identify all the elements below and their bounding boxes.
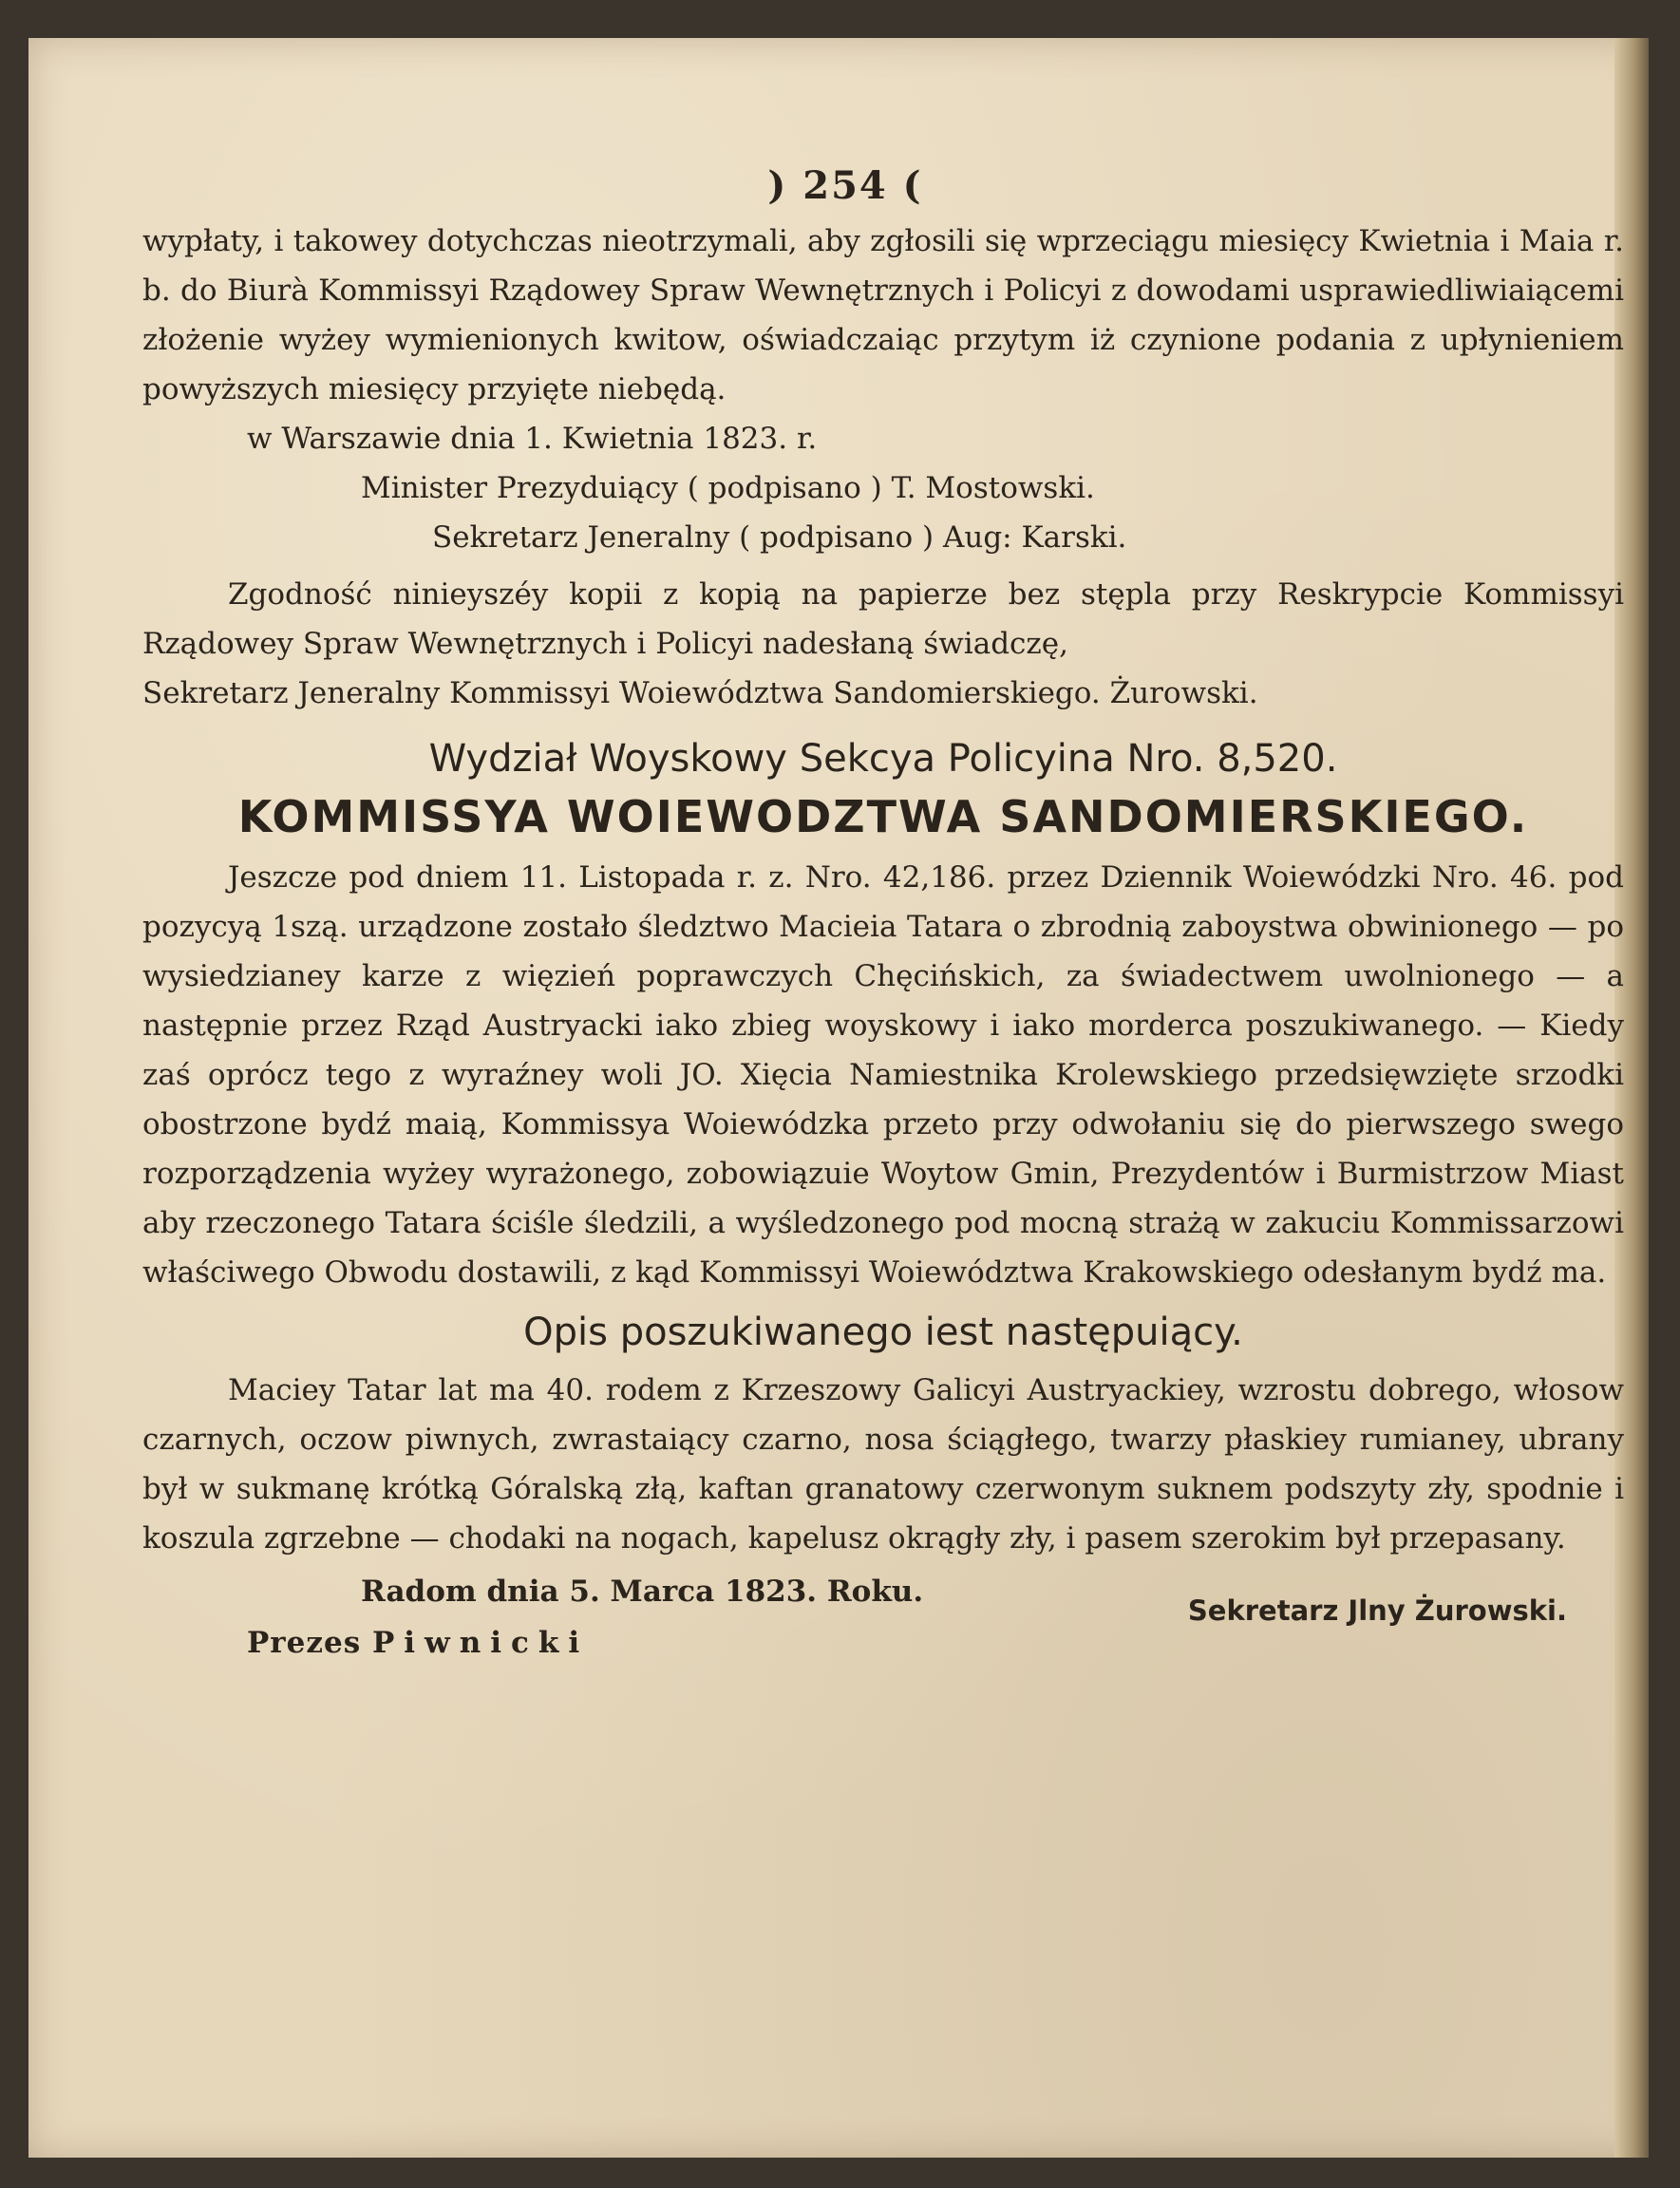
document-text	[142, 161, 1624, 1700]
certification-signature: Sekretarz Jeneralny Kommissyi Woiewództwa Sandomierskiego. Żurowski.	[142, 676, 1258, 710]
minister-signature-line: Minister Prezyduiący ( podpisano ) T. Mostowski.	[361, 471, 1095, 505]
commission-heading: KOMMISSYA WOIEWODZTWA SANDOMIERSKIEGO.	[237, 791, 1529, 842]
closing-signatures	[142, 1567, 1624, 1700]
place-date-line: Radom dnia 5. Marca 1823. Roku.	[361, 1575, 924, 1609]
paper-sheet	[28, 38, 1649, 2158]
description-paragraph: Maciey Tatar lat ma 40. rodem z Krzeszowy Galicyi Austryackiey, wzrostu dobrego, włosow czarnych, oczow piwnych, zwrastaiący czarno, nosa ściągłego, twarzy płaskiey rumianey, ubrany był w sukmanę krótką Góralską złą, kaftan granatowy czerwonym suknem podszyty zły, spodnie i koszula zgrzebne — chodaki na nogach, kapelusz okrągły zły, i pasem szerokim był przepasany.	[142, 1373, 1624, 1556]
certification-paragraph: Zgodność ninieyszéy kopii z kopią na papierze bez stępla przy Reskrypcie Kommissyi Rządowey Spraw Wewnętrznych i Policyi nadesłaną świadczę,	[142, 577, 1624, 661]
president-title: Prezes	[247, 1626, 362, 1660]
department-heading: Wydział Woyskowy Sekcya Policyina Nro. 8,520.	[428, 737, 1338, 781]
date-line: w Warszawie dnia 1. Kwietnia 1823. r.	[247, 422, 818, 456]
president-name: Piwnicki	[371, 1626, 590, 1660]
secretary-signature: Sekretarz Jlny Żurowski.	[1187, 1594, 1567, 1627]
description-heading: Opis poszukiwanego iest następuiący.	[523, 1311, 1243, 1354]
president-signature	[247, 1618, 589, 1668]
intro-paragraph: wypłaty, i takowey dotychczas nieotrzymali, aby zgłosili się wprzeciągu miesięcy Kwietnia i Maia r. b. do Biurà Kommissyi Rządowey Spraw Wewnętrznych i Policyi z dowodami usprawiedliwiaiącemi złożenie wyżey wymienionych kwitow, oświadczaiąc przytym iż czynione podania z upłynieniem powyższych miesięcy przyięte niebędą.	[142, 224, 1624, 406]
page-number: ) 254 (	[767, 163, 923, 208]
main-paragraph: Jeszcze pod dniem 11. Listopada r. z. Nro. 42,186. przez Dziennik Woiewódzki Nro. 46. pod pozycyą 1szą. urządzone zostało śledztwo Macieia Tatara o zbrodnią zaboystwa obwinionego — po wysiedzianey karze z więzień poprawczych Chęcińskich, za świadectwem uwolnionego — a następnie przez Rząd Austryacki iako zbieg woyskowy i iako morderca poszukiwanego. — Kiedy zaś oprócz tego z wyraźney woli JO. Xięcia Namiestnika Krolewskiego przedsięwzięte srzodki obostrzone bydź maią, Kommissya Woiewódzka przeto przy odwołaniu się do pierwszego swego rozporządzenia wyżey wyrażonego, zobowiązuie Woytow Gmin, Prezydentów i Burmistrzow Miast aby rzeczonego Tatara ściśle śledzili, a wyśledzonego pod mocną strażą w zakuciu Kommissarzowi właściwego Obwodu dostawili, z kąd Kommissyi Woiewództwa Krakowskiego odesłanym bydź ma.	[142, 860, 1624, 1290]
secretary-general-signature-line: Sekretarz Jeneralny ( podpisano ) Aug: Karski.	[432, 520, 1127, 555]
